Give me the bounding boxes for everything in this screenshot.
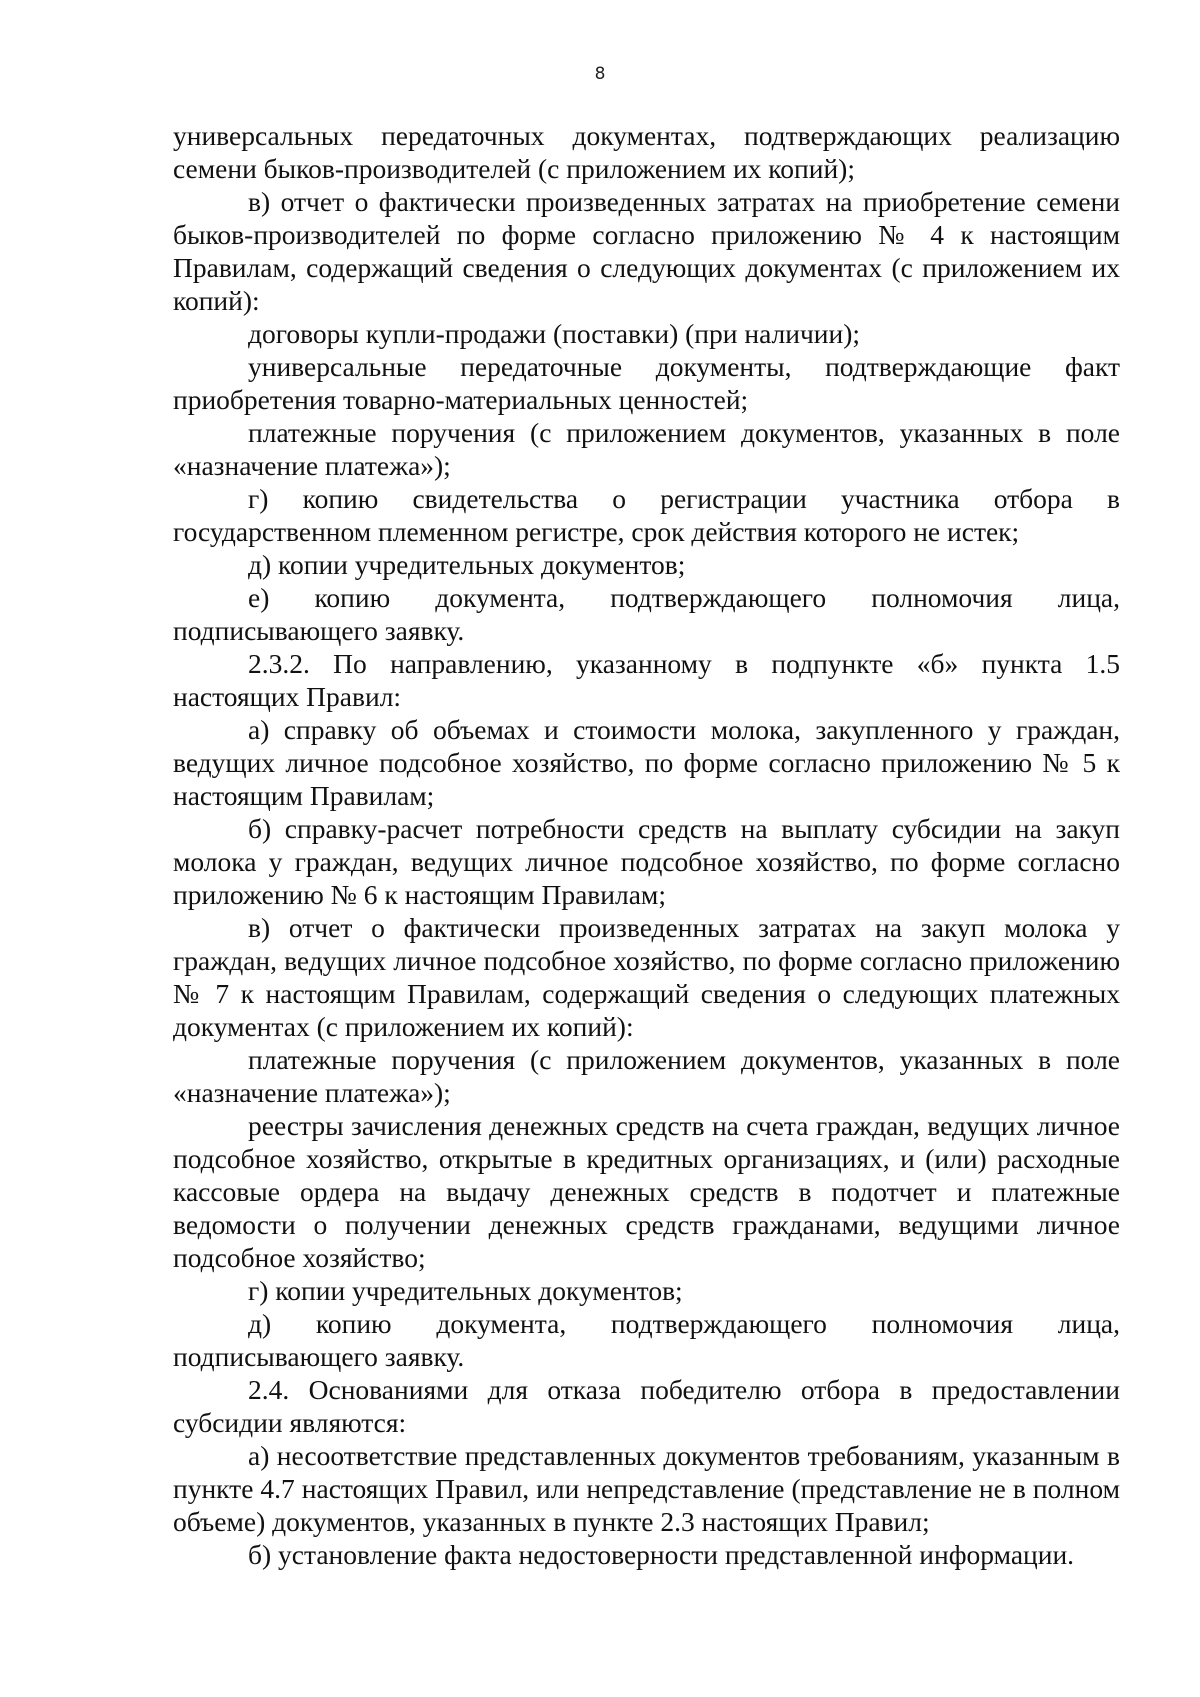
paragraph: б) установление факта недостоверности представленной информации. (248, 1539, 1075, 1570)
paragraph: г) копии учредительных документов; (248, 1275, 683, 1306)
paragraph: 2.4. Основаниями для отказа победителю отбора в предоставлении субсидии являются: (173, 1374, 1120, 1438)
paragraph: д) копию документа, подтверждающего полномочия лица, подписывающего заявку. (173, 1308, 1120, 1372)
paragraph: д) копии учредительных документов; (248, 549, 686, 580)
paragraph: универсальные передаточные документы, подтверждающие факт приобретения товарно-материальных ценностей; (173, 351, 1120, 415)
document-body (173, 119, 1120, 1571)
paragraph: б) справку-расчет потребности средств на выплату субсидии на закуп молока у граждан, ведущих личное подсобное хозяйство, по форме согласно приложению № 6 к настоящим Правилам; (173, 813, 1120, 910)
paragraph: а) несоответствие представленных документов требованиям, указанным в пункте 4.7 настоящих Правил, или непредставление (представление не в полном объеме) документов, указанных в пункте 2.3 настоящих Правил; (173, 1440, 1120, 1537)
page-number: 8 (594, 64, 606, 84)
paragraph: реестры зачисления денежных средств на счета граждан, ведущих личное подсобное хозяйство, открытые в кредитных организациях, и (или) расходные кассовые ордера на выдачу денежных средств в подотчет и платежные ведомости о получении денежных средств гражданами, ведущими личное подсобное хозяйство; (173, 1110, 1120, 1273)
paragraph: договоры купли-продажи (поставки) (при наличии); (248, 318, 861, 349)
paragraph: универсальных передаточных документах, подтверждающих реализацию семени быков-производителей (с приложением их копий); (173, 120, 1120, 184)
paragraph: е) копию документа, подтверждающего полномочия лица, подписывающего заявку. (173, 582, 1120, 646)
paragraph: платежные поручения (с приложением документов, указанных в поле «назначение платежа»); (173, 417, 1120, 481)
paragraph: в) отчет о фактически произведенных затратах на приобретение семени быков-производителей по форме согласно приложению № 4 к настоящим Правилам, содержащий сведения о следующих документах (с приложением их копий): (173, 186, 1120, 316)
paragraph: 2.3.2. По направлению, указанному в подпункте «б» пункта 1.5 настоящих Правил: (173, 648, 1120, 712)
paragraph: платежные поручения (с приложением документов, указанных в поле «назначение платежа»); (173, 1044, 1120, 1108)
paragraph: в) отчет о фактически произведенных затратах на закуп молока у граждан, ведущих личное подсобное хозяйство, по форме согласно приложению № 7 к настоящим Правилам, содержащий сведения о следующих платежных документах (с приложением их копий): (173, 912, 1120, 1042)
paragraph: г) копию свидетельства о регистрации участника отбора в государственном племенном регистре, срок действия которого не истек; (173, 483, 1120, 547)
paragraph: а) справку об объемах и стоимости молока, закупленного у граждан, ведущих личное подсобное хозяйство, по форме согласно приложению № 5 к настоящим Правилам; (173, 714, 1120, 811)
